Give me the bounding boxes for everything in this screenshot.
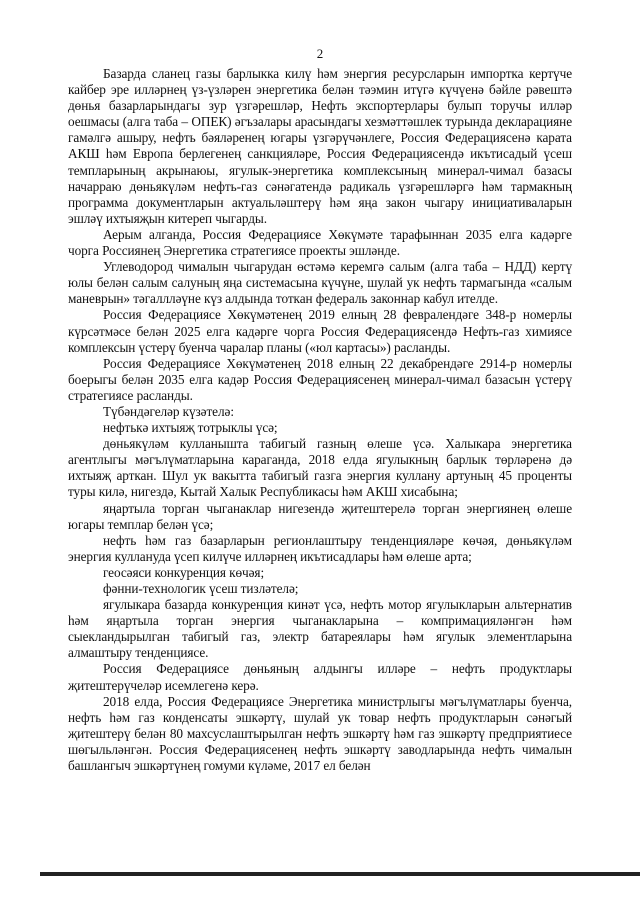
list-item: дөньякүләм кулланышта табигый газның өлеше үсә. Халыкара энергетика агентлыгы мәгълүматларына караганда, 2018 елда ягулыкның барлык төрләренә дә ихтыяҗ арткан. Шул ук вакытта табигый газга энергия куллану артуның 45 проценты туры килә, нигездә, Кытай Халык Республикасы һәм АКШ хисабына; [68, 436, 572, 500]
paragraph: 2018 елда, Россия Федерациясе Энергетика министрлыгы мәгълүматлары буенча, нефть һәм газ конденсаты эшкәртү, шулай ук товар нефть продуктларын сәнәгый җитештерү белән 80 махсуслаштырылган нефть эшкәртү һәм газ эшкәртү предприятиесе шөгыльләнгән. Россия Федерациясенең нефть эшкәртү заводларында нефть чималын башлангыч эшкәртүнең гомуми күләме, 2017 ел белән [68, 693, 572, 774]
paragraph: Базарда сланец газы барлыкка килү һәм энергия ресурсларын импортка кертүче кайбер эре илләрнең үз-үзләрен энергетика белән тәэмин итүгә күчүенә бәйле рәвештә дөнья базарларындагы зур үзгәрешләр, Нефть экспортерлары булып торучы илләр оешмасы (алга таба – ОПЕК) әгъзалары арасындагы хезмәттәшлек турында декларацияне гамәлгә ашыру, нефть бәяләренең югары үзгәрүчәнлеге, Россия Федерациясенә карата АКШ һәм Европа берлегенең санкцияләре, Россия Федерациясендә икътисадый үсеш темпларының акрынаюы, ягулык-энергетика комплексының минерал-чимал базасы начарраю дөньякүләм нефть-газ сәнәгатендә радикаль үзгәрешләргә һәм тармакның программа документларын актуальләштерү һәм яңа закон чыгару инициативаларын эшләү ихтыяҗын китереп чыгарды. [68, 66, 572, 226]
list-item: нефтькә ихтыяҗ тотрыклы үсә; [103, 420, 278, 436]
paragraph: Россия Федерациясе дөньяның алдынгы илләре – нефть продуктлары җитештерүчеләр исемлегенә керә. [68, 661, 572, 693]
paragraph: Россия Федерациясе Хөкүмәтенең 2019 елның 28 февралендәге 348-р номерлы күрсәтмәсе белән 2025 елга кадәрге чорга Россия Федерациясендә Нефть-газ химиясе комплексын үстерү буенча чаралар планы («юл картасы») расланды. [68, 307, 572, 355]
list-item: яңартыла торган чыганаклар нигезендә җитештерелә торган энергиянең өлеше югары темплар белән үсә; [68, 500, 572, 532]
paragraph: Аерым алганда, Россия Федерациясе Хөкүмәте тарафыннан 2035 елга кадәрге чорга Россиянең Энергетика стратегиясе проекты эшләнде. [68, 226, 572, 259]
list-intro: Түбәндәгеләр күзәтелә: [103, 403, 234, 419]
paragraph: Углеводород чималын чыгарудан өстәмә керемгә салым (алга таба – НДД) кертү юлы белән салым салуның яңа системасына күчүне, шулай ук нефть тармагында «салым маневрын» тәгаллләүне күз алдында тоткан федераль законнар кабул ителде. [68, 259, 572, 307]
list-item: ягулыкара базарда конкуренция кинәт үсә, нефть мотор ягулыкларын альтернатив һәм яңартыла торган энергия чыганакларына – компримацияләнгән һәм сыекландырылган табигый газ, электр батареялары һәм ягулык элементларына алмаштыру тенденциясе. [68, 597, 572, 661]
scan-bottom-rule [40, 872, 640, 876]
paragraph: Россия Федерациясе Хөкүмәтенең 2018 елның 22 декабрендәге 2914-р номерлы боерыгы белән 2035 елга кадәр Россия Федерациясенең минерал-чимал базасын үстерү стратегиясе расланды. [68, 355, 572, 403]
document-body [68, 66, 572, 774]
list-item: нефть һәм газ базарларын регионлаштыру тенденцияләре көчәя, дөньякүләм энергия куллануда үсеп килүче илләрнең икътисадлары һәм өлеше арта; [68, 532, 572, 564]
page-number: 2 [316, 46, 324, 61]
list-item: фәнни-технологик үсеш тизләтелә; [103, 581, 299, 596]
list-item: геосәяси конкуренция көчәя; [103, 564, 265, 580]
